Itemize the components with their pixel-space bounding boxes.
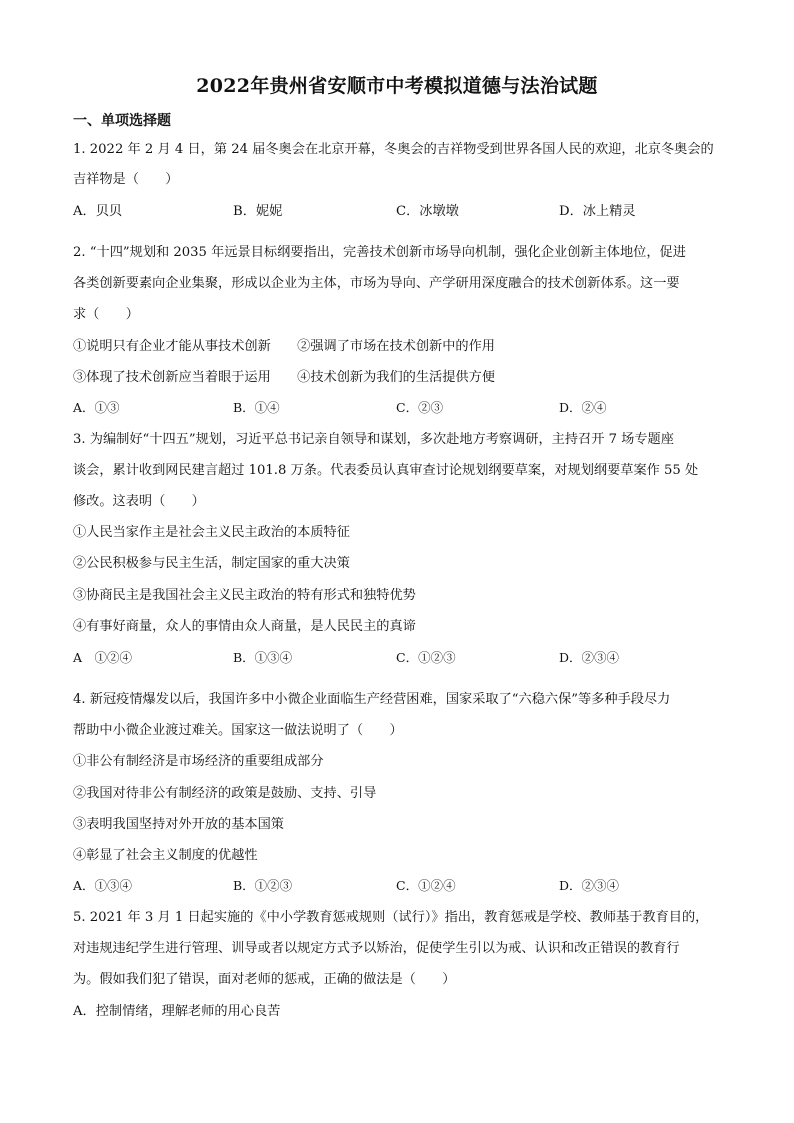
question-3-options xyxy=(73,649,733,667)
question-1-option-b[interactable]: B．妮妮 xyxy=(233,204,283,219)
question-3-line-2: 谈会，累计收到网民建言超过 101.8 万条。代表委员认真审查讨论规划纲要草案，对规划纲要草案作 55 处 xyxy=(73,463,699,478)
section-heading: 一、单项选择题 xyxy=(73,113,171,129)
question-1-line-1: 1. 2022 年 2 月 4 日，第 24 届冬奥会在北京开幕，冬奥会的吉祥物受到世界各国人民的欢迎，北京冬奥会的 xyxy=(73,142,714,157)
question-3-option-c[interactable]: C．①②③ xyxy=(396,650,456,665)
question-4-statement-1: ①非公有制经济是市场经济的重要组成部分 xyxy=(73,754,324,769)
question-1-option-c[interactable]: C．冰墩墩 xyxy=(396,204,459,219)
question-3-line-3: 修改。这表明（ ） xyxy=(73,494,205,509)
question-2-statement-1: ①说明只有企业才能从事技术创新 ②强调了市场在技术创新中的作用 xyxy=(73,339,495,354)
question-4-line-2: 帮助中小微企业渡过难关。国家这一做法说明了（ ） xyxy=(73,723,403,738)
question-4-statement-3: ③表明我国坚持对外开放的基本国策 xyxy=(73,817,284,832)
question-3-option-b[interactable]: B．①③④ xyxy=(233,650,293,665)
question-2-line-2: 各类创新要素向企业集聚，形成以企业为主体，市场为导向、产学研用深度融合的技术创新体系。这一要 xyxy=(73,276,680,291)
question-2-option-c[interactable]: C．②③ xyxy=(396,400,444,415)
question-4-option-a[interactable]: A．①③④ xyxy=(73,878,133,893)
question-5-line-3: 为。假如我们犯了错误，面对老师的惩戒，正确的做法是（ ） xyxy=(73,972,456,987)
question-4-option-d[interactable]: D．②③④ xyxy=(559,878,620,893)
page-title: 2022年贵州省安顺市中考模拟道德与法治试题 xyxy=(196,75,598,97)
question-2-line-1: 2. “十四”规划和 2035 年远景目标纲要指出，完善技术创新市场导向机制，强化企业创新主体地位，促进 xyxy=(73,245,686,260)
question-2-options xyxy=(73,399,733,417)
question-3-statement-3: ③协商民主是我国社会主义民主政治的特有形式和独特优势 xyxy=(73,588,416,603)
question-3-statement-2: ②公民积极参与民主生活，制定国家的重大决策 xyxy=(73,556,350,571)
question-1-options xyxy=(73,203,733,221)
question-1-option-a[interactable]: A．贝贝 xyxy=(73,204,123,219)
question-3-option-a[interactable]: A ①②④ xyxy=(73,650,133,665)
question-4-option-b[interactable]: B．①②③ xyxy=(233,878,293,893)
question-4-statement-2: ②我国对待非公有制经济的政策是鼓励、支持、引导 xyxy=(73,786,377,801)
question-3-statement-1: ①人民当家作主是社会主义民主政治的本质特征 xyxy=(73,525,350,540)
question-3-statement-4: ④有事好商量，众人的事情由众人商量，是人民民主的真谛 xyxy=(73,619,416,634)
question-2-line-3: 求（ ） xyxy=(73,307,139,322)
question-4-option-c[interactable]: C．①②④ xyxy=(396,878,456,893)
question-5-line-1: 5. 2021 年 3 月 1 日起实施的《中小学教育惩戒规则（试行）》指出，教育惩戒是学校、教师基于教育目的， xyxy=(73,910,709,925)
question-2-option-b[interactable]: B．①④ xyxy=(233,400,280,415)
question-2-option-d[interactable]: D．②④ xyxy=(559,400,607,415)
question-1-line-2: 吉祥物是（ ） xyxy=(73,172,179,187)
question-2-option-a[interactable]: A．①③ xyxy=(73,400,120,415)
question-5-option-a[interactable]: A．控制情绪，理解老师的用心良苦 xyxy=(73,1004,281,1019)
question-5-line-2: 对违规违纪学生进行管理、训导或者以规定方式予以矫治，促使学生引以为戒、认识和改正错误的教育行 xyxy=(73,941,680,956)
question-4-statement-4: ④彰显了社会主义制度的优越性 xyxy=(73,848,258,863)
question-4-options xyxy=(73,877,733,895)
question-1-option-d[interactable]: D．冰上精灵 xyxy=(559,204,636,219)
question-4-line-1: 4. 新冠疫情爆发以后，我国许多中小微企业面临生产经营困难，国家采取了“六稳六保”等多种手段尽力 xyxy=(73,692,671,707)
question-2-statement-2: ③体现了技术创新应当着眼于运用 ④技术创新为我们的生活提供方便 xyxy=(73,370,495,385)
question-3-line-1: 3. 为编制好“十四五”规划，习近平总书记亲自领导和谋划，多次赴地方考察调研，主持召开 7 场专题座 xyxy=(73,432,674,447)
question-3-option-d[interactable]: D．②③④ xyxy=(559,650,620,665)
